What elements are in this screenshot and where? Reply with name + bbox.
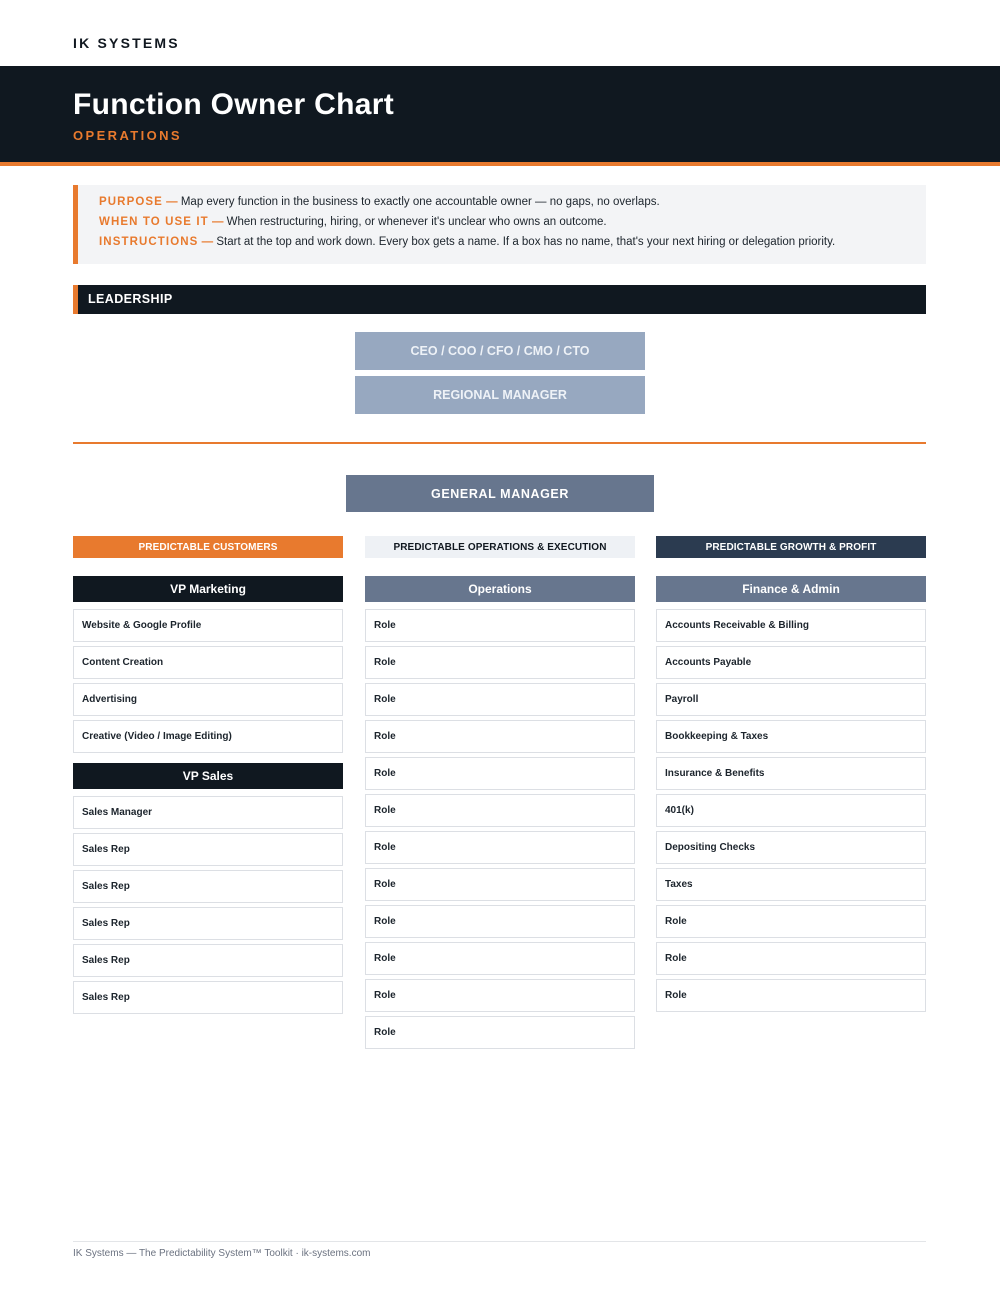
footer-text: IK Systems — The Predictability System™ Toolkit · ik-systems.com [73,1248,371,1259]
role-box: Accounts Payable [656,646,926,679]
pillar-customers: PREDICTABLE CUSTOMERS [73,536,343,558]
role-box: Sales Manager [73,796,343,829]
role-box: Role [365,757,635,790]
role-box: Role [365,868,635,901]
role-box: Role [656,979,926,1012]
leadership-section-bar [73,285,926,314]
role-box: Role [365,683,635,716]
purpose-text: Map every function in the business to exactly one accountable owner — no gaps, no overlaps. [180,196,660,208]
instructions-line [99,236,835,248]
when-label: WHEN TO USE IT [99,216,209,228]
role-box: Website & Google Profile [73,609,343,642]
role-box: Sales Rep [73,870,343,903]
role-box: Sales Rep [73,833,343,866]
role-box: Creative (Video / Image Editing) [73,720,343,753]
when-line [99,216,607,228]
instructions-label: INSTRUCTIONS [99,236,199,248]
role-box: Role [365,905,635,938]
when-text: When restructuring, hiring, or whenever it's unclear who owns an outcome. [226,216,607,228]
pillar-operations: PREDICTABLE OPERATIONS & EXECUTION [365,536,635,558]
brand-wordmark: IK SYSTEMS [73,35,180,51]
section-divider [73,442,926,444]
regional-manager-box: REGIONAL MANAGER [355,376,645,414]
finance-admin-header: Finance & Admin [656,576,926,602]
role-box: Role [656,942,926,975]
dash: — [201,236,214,248]
purpose-label: PURPOSE [99,196,163,208]
role-box: 401(k) [656,794,926,827]
role-box: Role [656,905,926,938]
vp-sales-header: VP Sales [73,763,343,789]
role-box: Sales Rep [73,981,343,1014]
column-operations [365,576,635,1053]
pillar-growth: PREDICTABLE GROWTH & PROFIT [656,536,926,558]
info-panel [73,185,926,264]
role-box: Role [365,646,635,679]
role-box: Content Creation [73,646,343,679]
role-box: Role [365,1016,635,1049]
role-box: Insurance & Benefits [656,757,926,790]
dash: — [166,196,178,208]
operations-header: Operations [365,576,635,602]
role-box: Payroll [656,683,926,716]
column-growth [656,576,926,1016]
role-box: Accounts Receivable & Billing [656,609,926,642]
page-title: Function Owner Chart [73,88,394,121]
role-box: Sales Rep [73,907,343,940]
role-box: Role [365,720,635,753]
executive-box: CEO / COO / CFO / CMO / CTO [355,332,645,370]
vp-marketing-header: VP Marketing [73,576,343,602]
general-manager-box: GENERAL MANAGER [346,475,654,512]
role-box: Role [365,831,635,864]
role-box: Sales Rep [73,944,343,977]
role-box: Role [365,794,635,827]
role-box: Role [365,979,635,1012]
role-box: Role [365,609,635,642]
column-customers [73,576,343,1018]
purpose-line [99,196,660,208]
role-box: Role [365,942,635,975]
dash: — [211,216,224,228]
header-accent-line [0,162,1000,166]
page-subtitle: OPERATIONS [73,128,182,143]
role-box: Depositing Checks [656,831,926,864]
instructions-text: Start at the top and work down. Every box gets a name. If a box has no name, that's your next hiring or delegation priority. [216,236,836,248]
role-box: Bookkeeping & Taxes [656,720,926,753]
role-box: Advertising [73,683,343,716]
leadership-label: LEADERSHIP [88,292,173,306]
role-box: Taxes [656,868,926,901]
footer-divider [73,1241,926,1242]
